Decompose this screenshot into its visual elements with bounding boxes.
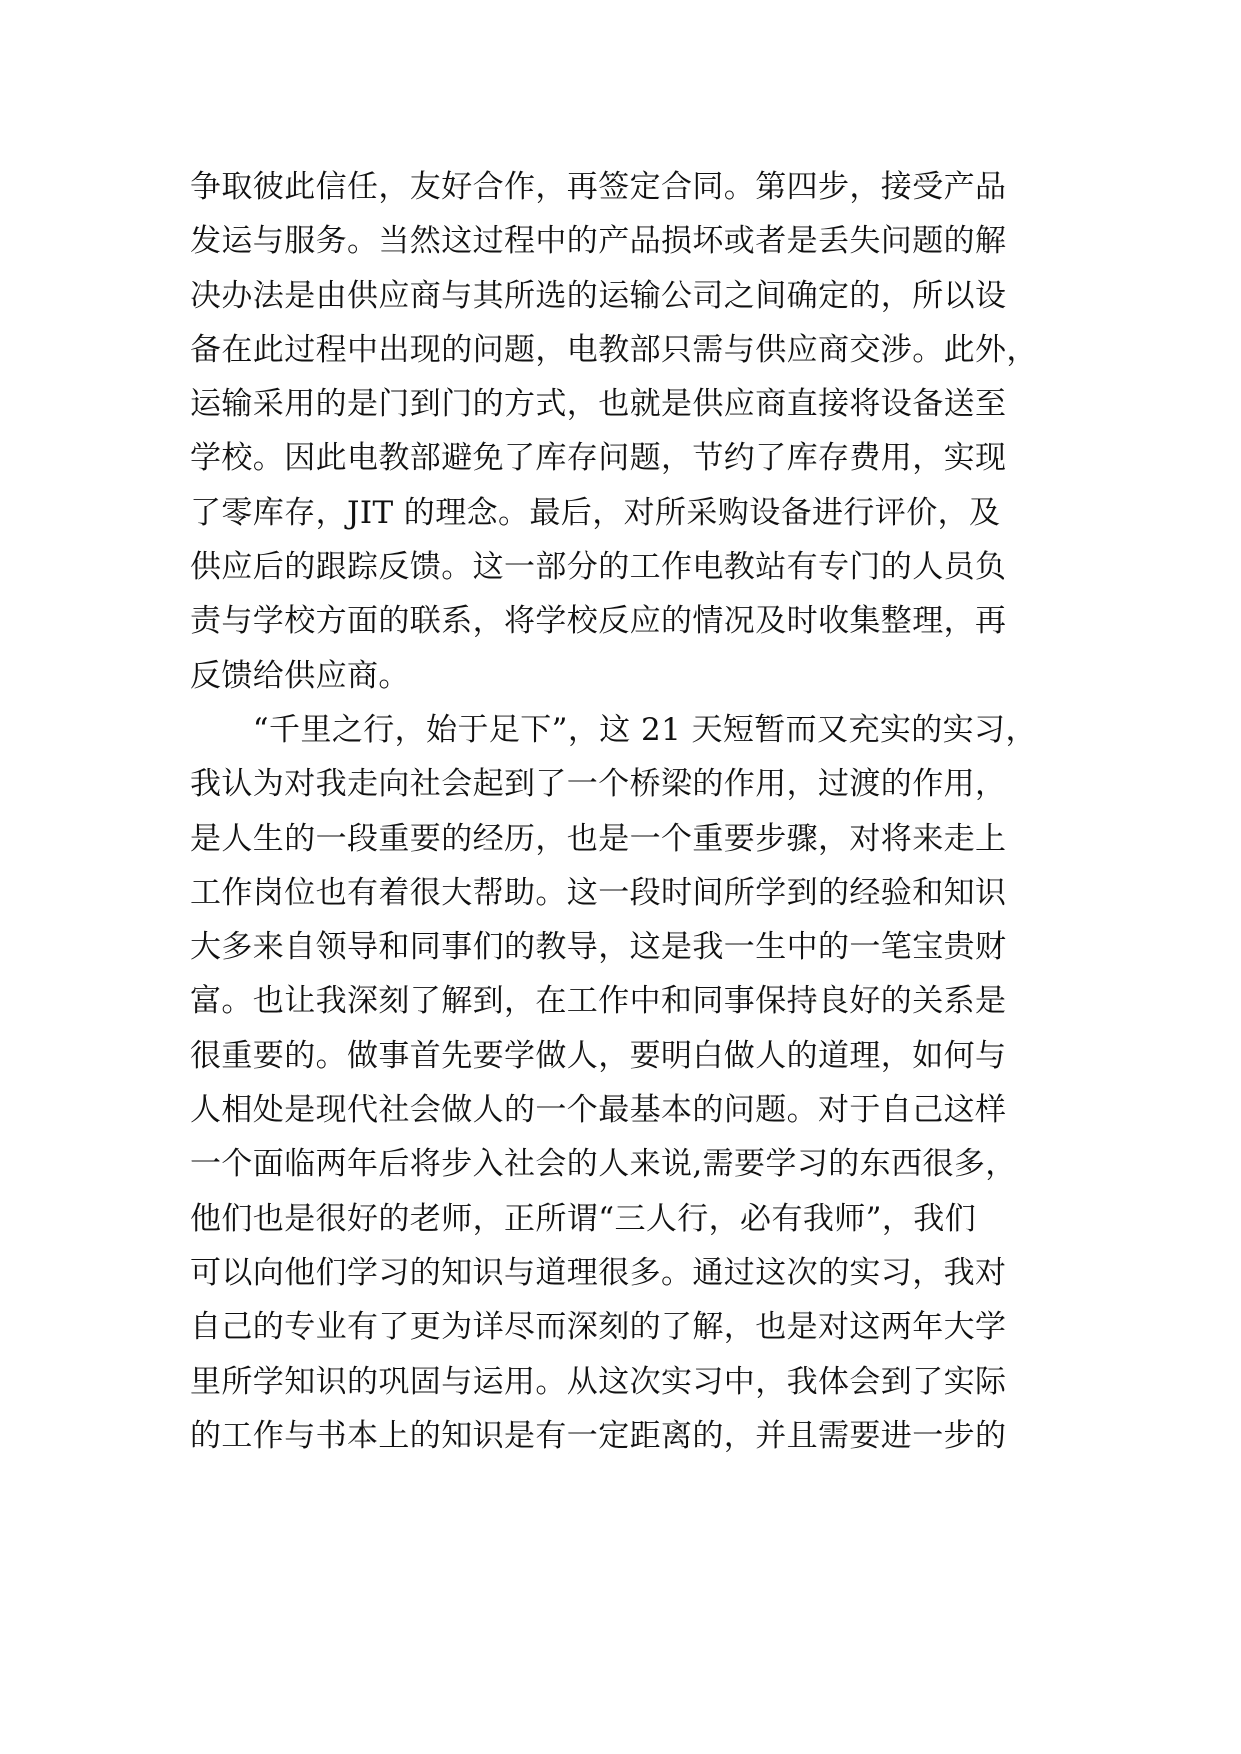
- text-line: 备在此过程中出现的问题，电教部只需与供应商交涉。此外，: [190, 331, 1038, 368]
- text-line: “千里之行，始于足下”，这 21 天短暂而又充实的实习，: [190, 711, 1037, 748]
- text-line: 责与学校方面的联系，将学校反应的情况及时收集整理，再: [190, 603, 1007, 640]
- text-line: 是人生的一段重要的经历，也是一个重要步骤，对将来走上: [190, 820, 1007, 857]
- text-line: 人相处是现代社会做人的一个最基本的问题。对于自己这样: [190, 1092, 1007, 1129]
- text-line: 里所学知识的巩固与运用。从这次实习中，我体会到了实际: [190, 1363, 1007, 1400]
- text-line: 了零库存，JIT 的理念。最后，对所采购设备进行评价，及: [190, 494, 1001, 531]
- text-line: 供应后的跟踪反馈。这一部分的工作电教站有专门的人员负: [190, 549, 1007, 586]
- text-line: 运输采用的是门到门的方式，也就是供应商直接将设备送至: [190, 386, 1007, 423]
- text-line: 我认为对我走向社会起到了一个桥梁的作用，过渡的作用，: [190, 766, 1007, 803]
- text-line: 决办法是由供应商与其所选的运输公司之间确定的，所以设: [190, 277, 1007, 314]
- text-line: 争取彼此信任，友好合作，再签定合同。第四步，接受产品: [190, 169, 1007, 205]
- text-line: 发运与服务。当然这过程中的产品损坏或者是丢失问题的解: [190, 223, 1007, 260]
- text-line: 反馈给供应商。: [190, 657, 410, 694]
- text-line: 工作岗位也有着很大帮助。这一段时间所学到的经验和知识: [190, 874, 1007, 911]
- text-line: 可以向他们学习的知识与道理很多。通过这次的实习，我对: [190, 1254, 1007, 1291]
- text-line: 学校。因此电教部避免了库存问题，节约了库存费用，实现: [190, 440, 1007, 477]
- text-line: 很重要的。做事首先要学做人，要明白做人的道理，如何与: [190, 1037, 1007, 1074]
- text-line: 他们也是很好的老师，正所谓“三人行，必有我师”，我们: [190, 1200, 977, 1237]
- text-line: 一个面临两年后将步入社会的人来说,需要学习的东西很多，: [190, 1146, 1017, 1183]
- text-line: 的工作与书本上的知识是有一定距离的，并且需要进一步的: [190, 1417, 1007, 1454]
- text-line: 富。也让我深刻了解到，在工作中和同事保持良好的关系是: [190, 983, 1007, 1020]
- text-line: 自己的专业有了更为详尽而深刻的了解，也是对这两年大学: [190, 1309, 1007, 1346]
- text-line: 大多来自领导和同事们的教导，这是我一生中的一笔宝贵财: [190, 929, 1007, 966]
- body-text: [190, 160, 1070, 1463]
